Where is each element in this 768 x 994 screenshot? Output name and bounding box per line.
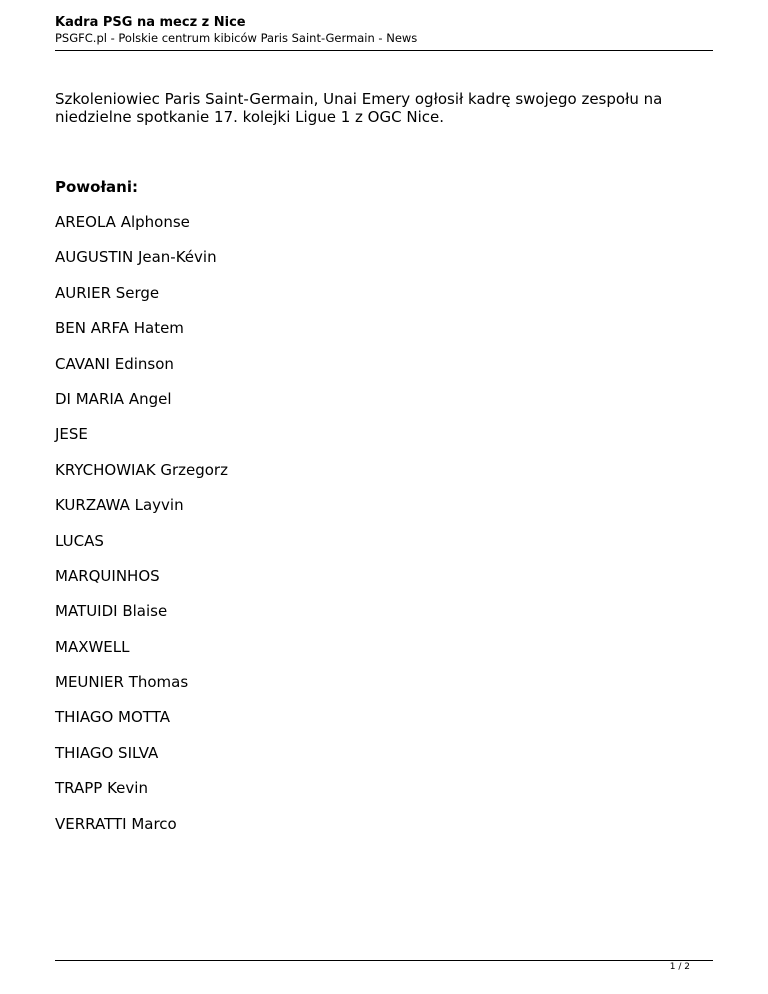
list-item: CAVANI Edinson [55,354,174,373]
footer-divider [55,960,713,961]
list-item: MARQUINHOS [55,566,160,585]
document-header [55,15,713,46]
page-number: 1 / 2 [669,962,690,972]
list-item: AREOLA Alphonse [55,213,190,231]
article-intro: Szkoleniowiec Paris Saint-Germain, Unai Emery ogłosił kadrę swojego zespołu na niedzielne spotkanie 17. kolejki Ligue 1 z OGC Nice. [55,90,663,126]
list-item: AURIER Serge [55,283,160,302]
list-item: VERRATTI Marco [55,814,177,833]
document-title: Kadra PSG na mecz z Nice [55,15,246,30]
list-item: KRYCHOWIAK Grzegorz [55,460,228,479]
list-item: THIAGO MOTTA [55,708,170,727]
list-item: THIAGO SILVA [55,743,159,762]
document-subtitle: PSGFC.pl - Polskie centrum kibiców Paris Saint-Germain - News [55,31,418,45]
list-item: DI MARIA Angel [55,389,172,408]
header-divider [55,50,713,51]
list-item: MEUNIER Thomas [55,673,189,692]
player-list [55,213,228,850]
list-item: BEN ARFA Hatem [55,319,184,338]
section-heading: Powołani: [55,178,138,196]
list-item: LUCAS [55,531,104,550]
list-item: MATUIDI Blaise [55,602,168,621]
list-item: JESE [55,425,88,444]
list-item: MAXWELL [55,637,130,656]
list-item: TRAPP Kevin [55,779,148,798]
list-item: AUGUSTIN Jean-Kévin [55,248,217,267]
list-item: KURZAWA Layvin [55,496,184,515]
